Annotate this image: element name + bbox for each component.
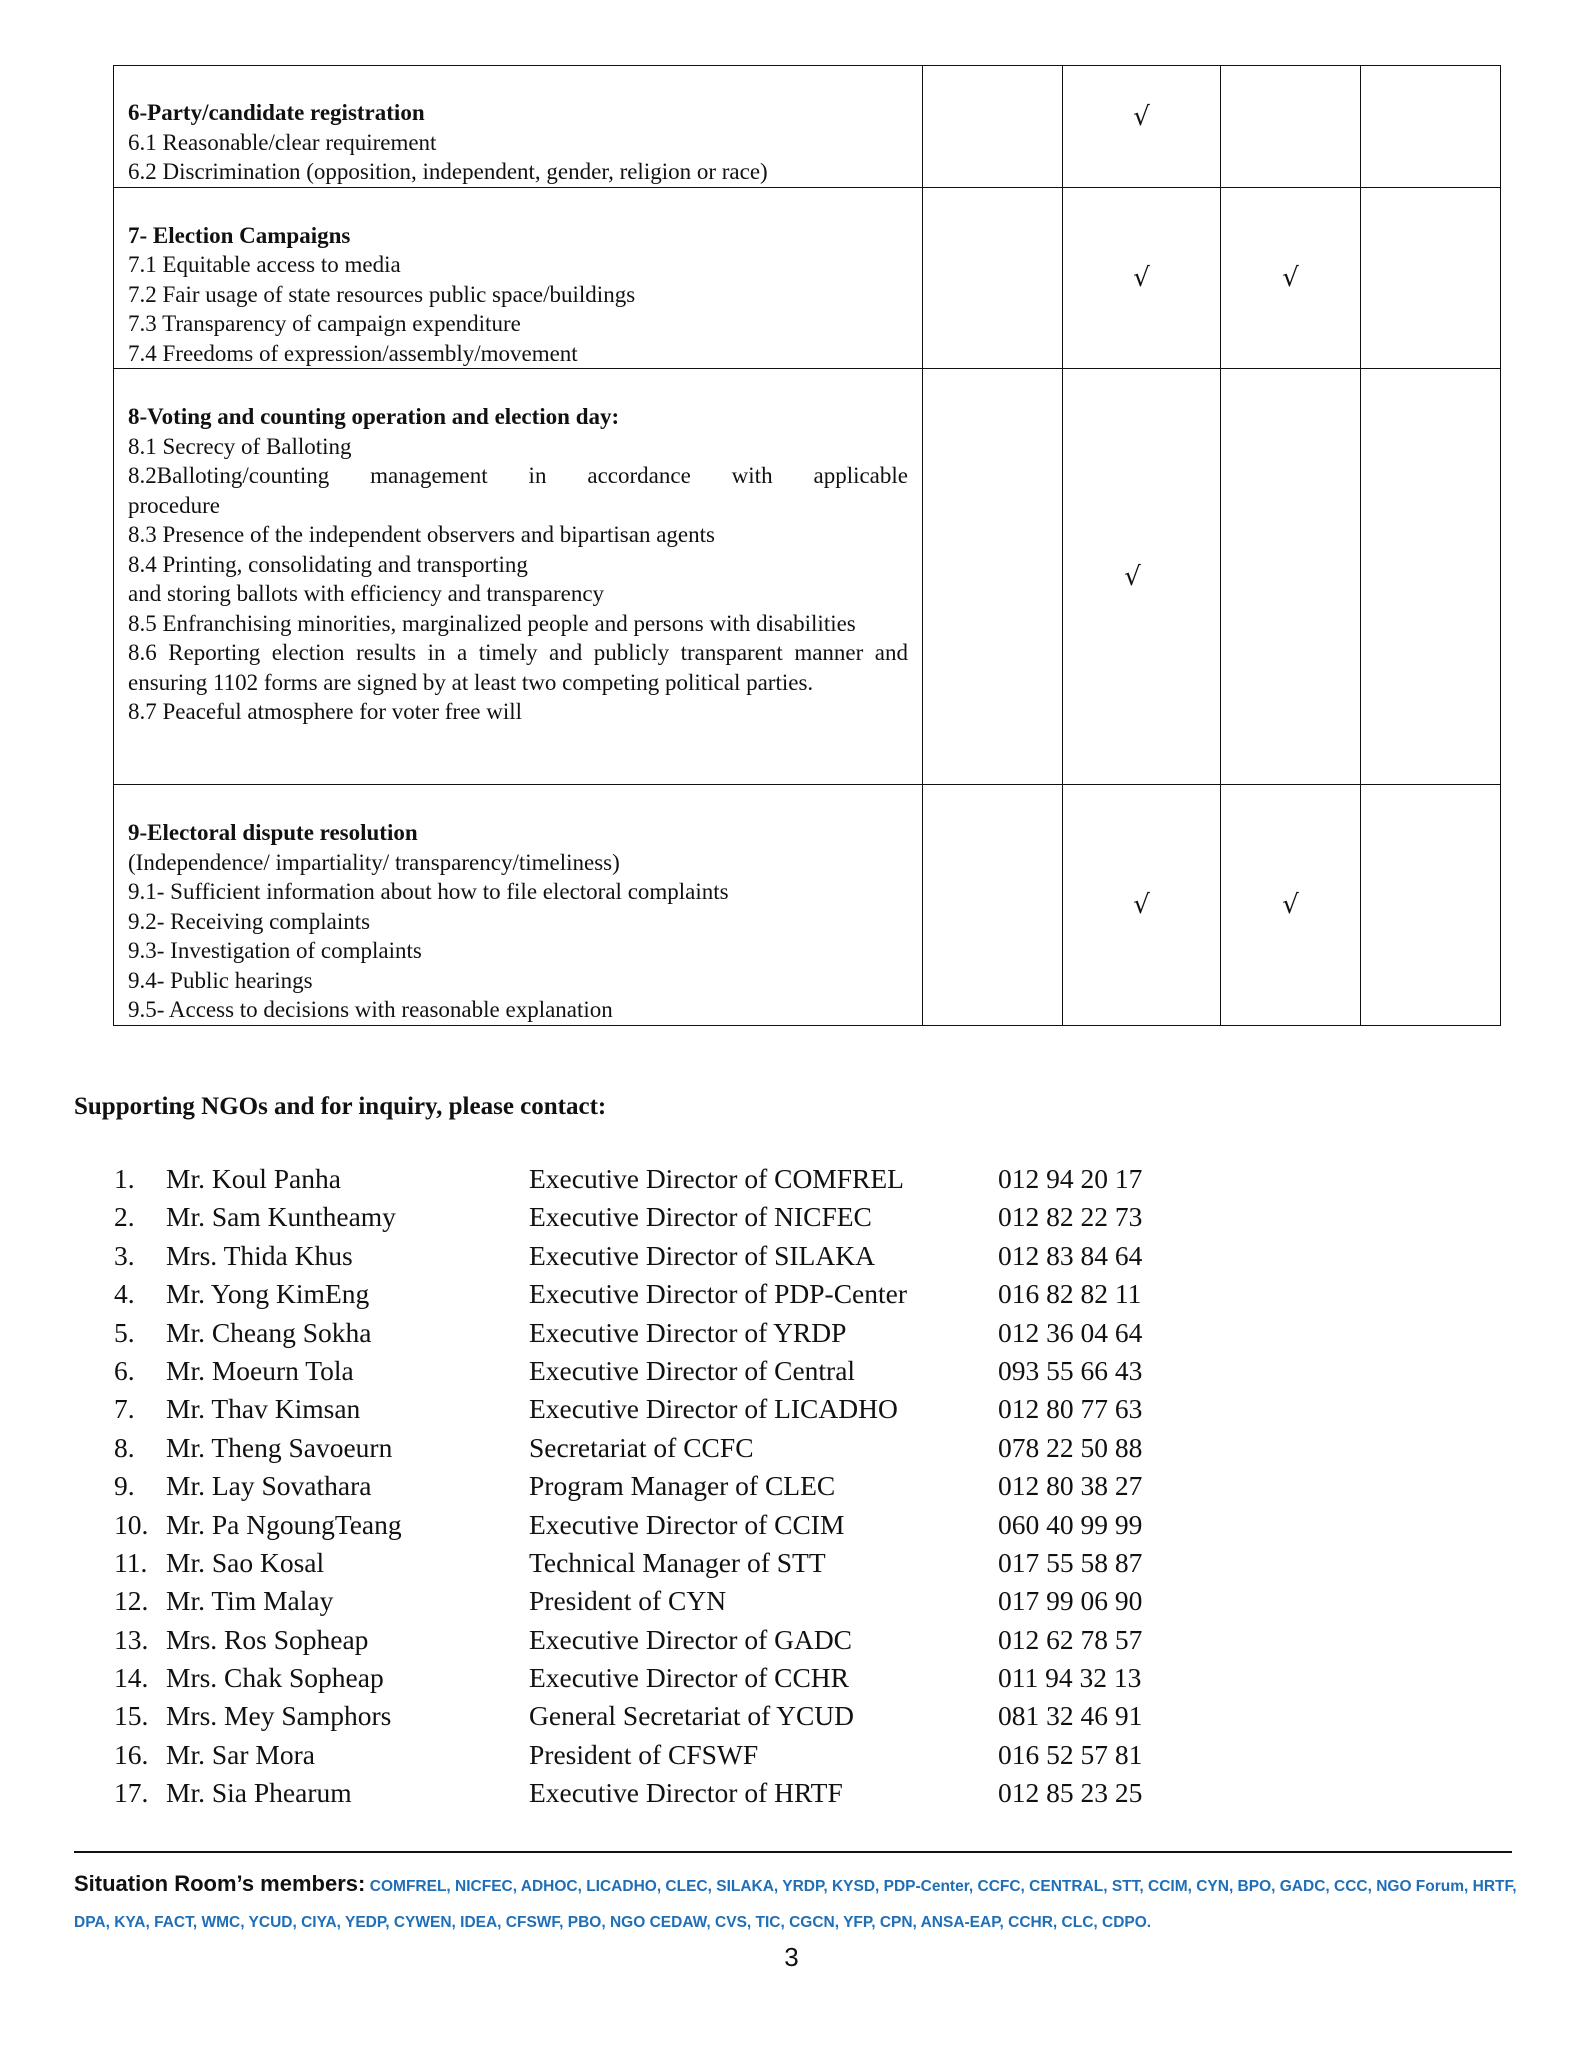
section-7-mark-col-4: [1361, 187, 1501, 369]
section-9-item: 9.2- Receiving complaints: [128, 908, 371, 934]
contact-number: 14.: [114, 1662, 149, 1694]
contact-phone: 011 94 32 13: [998, 1662, 1142, 1694]
section-6-mark-col-3: [1221, 66, 1361, 188]
section-9-mark-col-1: [923, 785, 1063, 1026]
contact-name: Mr. Thav Kimsan: [166, 1393, 361, 1425]
contact-number: 8.: [114, 1431, 135, 1463]
contact-number: 6.: [114, 1354, 135, 1386]
section-7-item: 7.2 Fair usage of state resources public space/buildings: [128, 281, 636, 307]
table-row-section-7: [114, 187, 1501, 369]
contact-name: Mr. Yong KimEng: [166, 1278, 370, 1310]
contact-phone: 093 55 66 43: [998, 1354, 1143, 1386]
contact-phone: 012 94 20 17: [998, 1163, 1143, 1194]
contact-role: Secretariat of CCFC: [529, 1431, 754, 1463]
contact-role: Executive Director of YRDP: [529, 1316, 847, 1348]
contact-role: Executive Director of Central: [529, 1354, 856, 1386]
section-8-item: 8.3 Presence of the independent observers and bipartisan agents: [128, 522, 715, 547]
contacts-title: Supporting NGOs and for inquiry, please contact:: [74, 1093, 607, 1120]
section-6-item: 6.1 Reasonable/clear requirement: [128, 129, 437, 155]
section-8-item: 8.5 Enfranchising minorities, marginalized people and persons with disabilities: [128, 610, 856, 636]
contact-phone: 017 99 06 90: [998, 1585, 1143, 1617]
contact-number: 12.: [114, 1585, 149, 1617]
contact-role: Executive Director of CCIM: [529, 1508, 845, 1540]
section-7-item: 7.4 Freedoms of expression/assembly/movement: [128, 340, 578, 366]
table-row-section-9: [114, 785, 1501, 1026]
section-9-heading: 9-Electoral dispute resolution: [128, 820, 418, 845]
contact-name: Mr. Moeurn Tola: [166, 1354, 354, 1386]
page-number: 3: [784, 1942, 799, 1972]
section-8-item: 8.7 Peaceful atmosphere for voter free will: [128, 699, 523, 724]
contact-number: 9.: [114, 1470, 135, 1502]
section-8-item: 8.4 Printing, consolidating and transporting: [128, 551, 528, 577]
contact-name: Mr. Sao Kosal: [166, 1546, 325, 1578]
section-7-mark-col-3: √: [1221, 187, 1361, 369]
contact-name: Mr. Cheang Sokha: [166, 1316, 372, 1348]
table-row-section-6: [114, 66, 1501, 188]
section-8-item: 8.6 Reporting election results in a timely and publicly transparent manner and ensuring 1102 forms are signed by at least two competing political parties.: [128, 640, 908, 695]
section-8-mark-col-2: √: [1063, 369, 1221, 785]
contact-phone: 012 85 23 25: [998, 1777, 1143, 1809]
section-9-item: (Independence/ impartiality/ transparency/timeliness): [128, 849, 620, 875]
contact-phone: 081 32 46 91: [998, 1700, 1143, 1732]
contact-phone: 017 55 58 87: [998, 1546, 1143, 1578]
contact-number: 4.: [114, 1278, 135, 1310]
contact-phone: 012 80 38 27: [998, 1470, 1143, 1502]
contact-number: 3.: [114, 1239, 135, 1271]
section-8-item: procedure: [128, 492, 220, 518]
contact-number: 15.: [114, 1700, 149, 1732]
contact-number: 11.: [114, 1546, 148, 1578]
contact-name: Mr. Koul Panha: [166, 1163, 341, 1194]
contact-name: Mr. Sar Mora: [166, 1738, 315, 1770]
contact-number: 7.: [114, 1393, 135, 1425]
section-8-mark-col-1: [923, 369, 1063, 785]
section-6-mark-col-1: [923, 66, 1063, 188]
section-6-heading: 6-Party/candidate registration: [128, 100, 425, 125]
contact-role: Executive Director of CCHR: [529, 1662, 849, 1694]
section-9-item: 9.3- Investigation of complaints: [128, 938, 422, 963]
contact-phone: 012 62 78 57: [998, 1623, 1143, 1655]
contact-name: Mr. Lay Sovathara: [166, 1470, 372, 1502]
contact-name: Mr. Tim Malay: [166, 1585, 334, 1617]
contact-phone: 012 36 04 64: [998, 1316, 1143, 1348]
section-9-item: 9.1- Sufficient information about how to file electoral complaints: [128, 879, 729, 904]
contact-role: Executive Director of NICFEC: [529, 1201, 872, 1233]
section-7-item: 7.1 Equitable access to media: [128, 252, 401, 277]
contact-role: Executive Director of PDP-Center: [529, 1278, 908, 1310]
section-8-item: 8.2Balloting/counting management in accordance with applicable: [128, 463, 908, 488]
contact-number: 1.: [114, 1163, 135, 1194]
footer-members-label: Situation Room’s members:: [74, 1871, 366, 1896]
table-row-section-8: [114, 369, 1501, 785]
section-8-item: 8.1 Secrecy of Balloting: [128, 433, 352, 459]
section-7-item: 7.3 Transparency of campaign expenditure: [128, 311, 521, 336]
footer-divider: [74, 1851, 1512, 1853]
contact-phone: 012 83 84 64: [998, 1239, 1143, 1271]
section-9-mark-col-2: √: [1063, 785, 1221, 1026]
assessment-table: [113, 65, 1501, 1026]
section-8-item: and storing ballots with efficiency and transparency: [128, 581, 605, 606]
section-8-text: [114, 369, 923, 785]
contact-phone: 016 82 82 11: [998, 1278, 1142, 1310]
contact-role: Executive Director of GADC: [529, 1623, 853, 1655]
section-8-mark-col-3: [1221, 369, 1361, 785]
footer-members: [74, 1866, 1524, 1941]
contact-number: 13.: [114, 1623, 149, 1655]
section-8-mark-col-4: [1361, 369, 1501, 785]
contact-name: Mrs. Chak Sopheap: [166, 1662, 384, 1694]
section-7-heading: 7- Election Campaigns: [128, 222, 351, 248]
section-9-item: 9.4- Public hearings: [128, 967, 313, 993]
contact-role: President of CYN: [529, 1585, 727, 1617]
contact-name: Mr. Theng Savoeurn: [166, 1431, 393, 1463]
section-6-text: [114, 66, 923, 188]
section-9-mark-col-3: √: [1221, 785, 1361, 1026]
contact-role: Program Manager of CLEC: [529, 1470, 836, 1502]
section-6-item: 6.2 Discrimination (opposition, independent, gender, religion or race): [128, 159, 768, 184]
contact-name: Mr. Sia Phearum: [166, 1777, 352, 1809]
contact-name: Mr. Pa NgoungTeang: [166, 1508, 402, 1540]
contact-role: Executive Director of HRTF: [529, 1777, 843, 1809]
contact-number: 2.: [114, 1201, 135, 1233]
contact-number: 10.: [114, 1508, 149, 1540]
contact-phone: 016 52 57 81: [998, 1738, 1143, 1770]
contact-role: Technical Manager of STT: [529, 1546, 826, 1578]
section-6-mark-col-4: [1361, 66, 1501, 188]
contact-name: Mr. Sam Kuntheamy: [166, 1201, 396, 1233]
footer-members-list: COMFREL, NICFEC, ADHOC, LICADHO, CLEC, SILAKA, YRDP, KYSD, PDP-Center, CCFC, CENTRAL, STT, CCIM, CYN, BPO, GADC, CCC, NGO Forum, HRTF, DPA, KYA, FACT, WMC, YCUD, CIYA, YEDP, CYWEN, IDEA, CFSWF, PBO, NGO CEDAW, CVS, TIC, CGCN, YFP, CPN, ANSA-EAP, CCHR, CLC, CDPO.: [74, 1878, 1517, 1931]
contact-number: 16.: [114, 1738, 149, 1770]
contact-number: 17.: [114, 1777, 149, 1809]
section-8-heading: 8-Voting and counting operation and election day:: [128, 404, 620, 429]
section-7-text: [114, 187, 923, 369]
contact-role: Executive Director of COMFREL: [529, 1163, 904, 1194]
section-9-mark-col-4: [1361, 785, 1501, 1026]
contact-number: 5.: [114, 1316, 135, 1348]
contact-phone: 012 82 22 73: [998, 1201, 1143, 1233]
contact-role: Executive Director of LICADHO: [529, 1393, 898, 1425]
contact-name: Mrs. Mey Samphors: [166, 1700, 392, 1732]
contact-name: Mrs. Ros Sopheap: [166, 1623, 369, 1655]
section-7-mark-col-1: [923, 187, 1063, 369]
contact-phone: 012 80 77 63: [998, 1393, 1143, 1425]
section-6-mark-col-2: √: [1063, 66, 1221, 188]
section-9-text: [114, 785, 923, 1026]
contact-phone: 078 22 50 88: [998, 1431, 1143, 1463]
contact-role: Executive Director of SILAKA: [529, 1239, 875, 1271]
section-9-item: 9.5- Access to decisions with reasonable explanation: [128, 997, 613, 1022]
contact-role: President of CFSWF: [529, 1738, 759, 1770]
contact-name: Mrs. Thida Khus: [166, 1239, 353, 1271]
contact-phone: 060 40 99 99: [998, 1508, 1143, 1540]
section-7-mark-col-2: √: [1063, 187, 1221, 369]
contact-role: General Secretariat of YCUD: [529, 1700, 855, 1732]
